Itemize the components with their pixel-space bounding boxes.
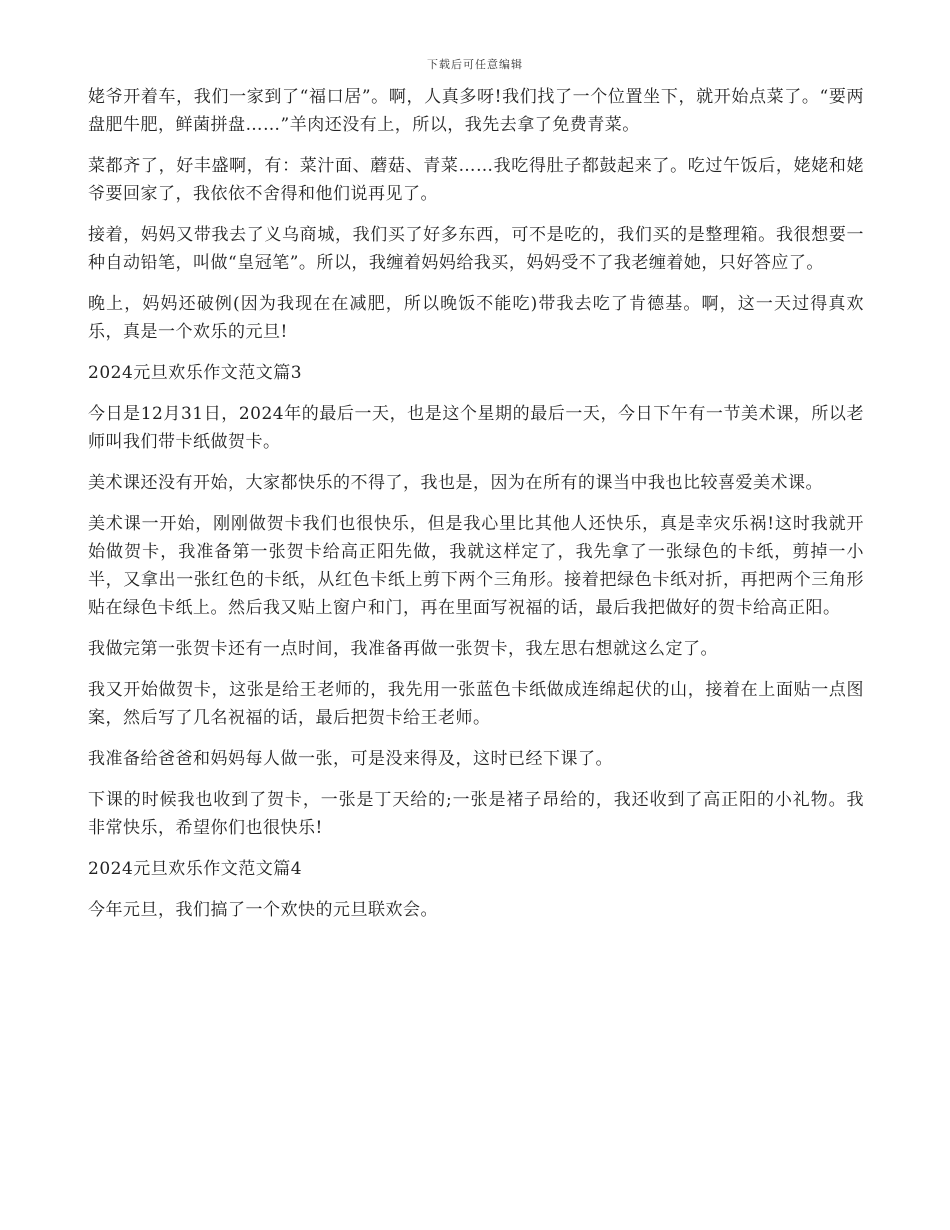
- paragraph: 美术课还没有开始，大家都快乐的不得了，我也是，因为在所有的课当中我也比较喜爱美术课。: [88, 473, 823, 493]
- paragraph: 美术课一开始，刚刚做贺卡我们也很快乐，但是我心里比其他人还快乐，真是幸灾乐祸!这时我就开始做贺卡，我准备第一张贺卡给高正阳先做，我就这样定了，我先拿了一张绿色的卡纸，剪掉一小半，又拿出一张红色的卡纸，从红色卡纸上剪下两个三角形。接着把绿色卡纸对折，再把两个三角形贴在绿色卡纸上。然后我又贴上窗户和门，再在里面写祝福的话，最后我把做好的贺卡给高正阳。: [88, 514, 864, 618]
- page-header: 下载后可任意编辑: [427, 58, 523, 71]
- paragraph: 姥爷开着车，我们一家到了“福口居”。啊，人真多呀!我们找了一个位置坐下，就开始点菜了。“要两盘肥牛肥，鲜菌拼盘……”羊肉还没有上，所以，我先去拿了免费青菜。: [88, 87, 864, 135]
- paragraph: 晚上，妈妈还破例(因为我现在在减肥，所以晚饭不能吃)带我去吃了肯德基。啊，这一天过得真欢乐，真是一个欢乐的元旦!: [88, 294, 864, 342]
- paragraph: 我准备给爸爸和妈妈每人做一张，可是没来得及，这时已经下课了。: [88, 749, 613, 769]
- paragraph: 我做完第一张贺卡还有一点时间，我准备再做一张贺卡，我左思右想就这么定了。: [88, 639, 718, 659]
- paragraph: 今年元旦，我们搞了一个欢快的元旦联欢会。: [88, 900, 438, 920]
- section-heading: 2024元旦欢乐作文范文篇4: [88, 859, 303, 879]
- paragraph: 今日是12月31日，2024年的最后一天，也是这个星期的最后一天，今日下午有一节美术课，所以老师叫我们带卡纸做贺卡。: [88, 404, 864, 452]
- paragraph: 下课的时候我也收到了贺卡，一张是丁天给的;一张是褚子昂给的，我还收到了高正阳的小礼物。我非常快乐，希望你们也很快乐!: [88, 790, 864, 838]
- paragraph: 菜都齐了，好丰盛啊，有：菜汁面、蘑菇、青菜……我吃得肚子都鼓起来了。吃过午饭后，姥姥和姥爷要回家了，我依依不舍得和他们说再见了。: [88, 156, 864, 204]
- paragraph: 我又开始做贺卡，这张是给王老师的，我先用一张蓝色卡纸做成连绵起伏的山，接着在上面贴一点图案，然后写了几名祝福的话，最后把贺卡给王老师。: [88, 680, 864, 728]
- document-body: [88, 83, 864, 937]
- section-heading: 2024元旦欢乐作文范文篇3: [88, 363, 303, 383]
- paragraph: 接着，妈妈又带我去了义乌商城，我们买了好多东西，可不是吃的，我们买的是整理箱。我很想要一种自动铅笔，叫做“皇冠笔”。所以，我缠着妈妈给我买，妈妈受不了我老缠着她，只好答应了。: [88, 225, 864, 273]
